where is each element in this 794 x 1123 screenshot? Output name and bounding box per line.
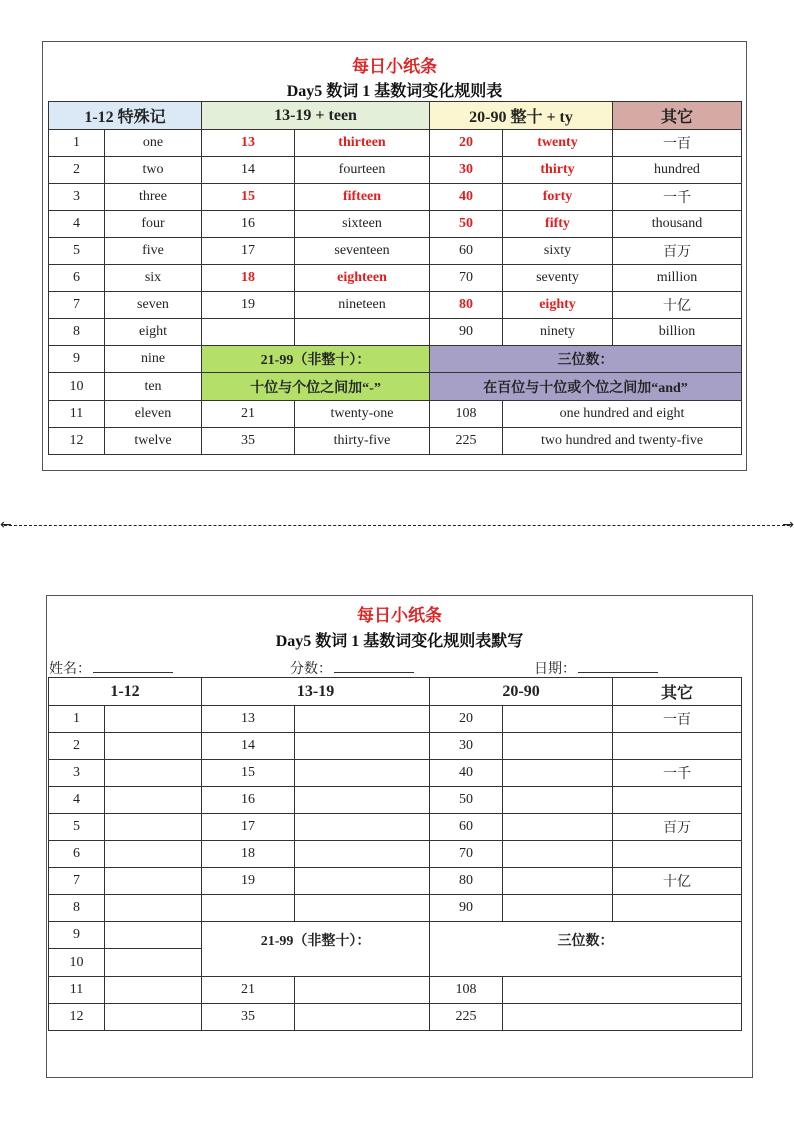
rule-three-digit-title: 三位数： <box>430 346 742 373</box>
table-row <box>49 706 742 733</box>
table-cell-num: 35 <box>202 428 295 455</box>
answer-cell[interactable] <box>105 977 202 1004</box>
table-cell-other <box>613 787 742 814</box>
table-cell-other: million <box>613 265 742 292</box>
answer-cell[interactable] <box>295 706 430 733</box>
table-cell-num: 16 <box>202 211 295 238</box>
table-cell-num: 35 <box>202 1004 295 1031</box>
name-blank[interactable] <box>93 660 173 673</box>
date-blank[interactable] <box>578 660 658 673</box>
answer-cell[interactable] <box>105 922 202 949</box>
table-row <box>49 733 742 760</box>
sheet-title-red: 每日小纸条 <box>352 57 437 76</box>
header-20-90: 20-90 <box>430 678 613 706</box>
table-cell-word: thirty-five <box>295 428 430 455</box>
answer-cell[interactable] <box>295 977 430 1004</box>
answer-cell[interactable] <box>295 841 430 868</box>
table-cell-num: 50 <box>430 787 503 814</box>
table-cell-num: 11 <box>49 401 105 428</box>
answer-cell[interactable] <box>295 868 430 895</box>
table-cell-other <box>613 841 742 868</box>
table-cell-num: 21 <box>202 401 295 428</box>
table-cell-num: 2 <box>49 733 105 760</box>
table-cell-num: 10 <box>49 949 105 977</box>
table-row <box>49 238 742 265</box>
table-cell-num: 12 <box>49 1004 105 1031</box>
table-cell-num: 40 <box>430 760 503 787</box>
cut-line <box>4 525 790 526</box>
table-cell-num: 30 <box>430 157 503 184</box>
table-cell-num: 40 <box>430 184 503 211</box>
dictation-sheet <box>46 595 753 1078</box>
table-cell-num: 10 <box>49 373 105 401</box>
table-cell-num: 80 <box>430 868 503 895</box>
rule-21-99-title: 21-99（非整十）： <box>202 346 430 373</box>
dictation-table-body <box>49 706 742 922</box>
table-cell-num: 17 <box>202 814 295 841</box>
table-cell-other: 百万 <box>613 238 742 265</box>
header-other: 其它 <box>613 102 742 130</box>
table-cell-num: 1 <box>49 706 105 733</box>
answer-cell[interactable] <box>105 787 202 814</box>
table-row <box>49 265 742 292</box>
table-cell-word: four <box>105 211 202 238</box>
rule-three-digit-text: 在百位与十位或个位之间加“and” <box>430 373 742 401</box>
table-cell-word: nineteen <box>295 292 430 319</box>
table-cell-word: thirty <box>503 157 613 184</box>
answer-cell[interactable] <box>295 895 430 922</box>
table-cell-num: 15 <box>202 760 295 787</box>
rules-sheet <box>42 41 747 471</box>
sheet-title-red: 每日小纸条 <box>357 606 442 625</box>
answer-cell[interactable] <box>503 733 613 760</box>
table-cell-num: 3 <box>49 760 105 787</box>
table-cell-other: 一千 <box>613 184 742 211</box>
date-label: 日期： <box>534 662 576 677</box>
table-cell-word: ten <box>105 373 202 401</box>
table-cell-word: seventeen <box>295 238 430 265</box>
table-cell-num <box>202 319 295 346</box>
table-row <box>49 868 742 895</box>
table-cell-num: 11 <box>49 977 105 1004</box>
table-cell-num: 13 <box>202 706 295 733</box>
table-cell-num: 2 <box>49 157 105 184</box>
table-cell-other: billion <box>613 319 742 346</box>
table-cell-word: twenty-one <box>295 401 430 428</box>
table-cell-word: two <box>105 157 202 184</box>
table-cell-num: 8 <box>49 319 105 346</box>
table-row <box>49 319 742 346</box>
table-cell-word: fourteen <box>295 157 430 184</box>
table-cell-num: 14 <box>202 157 295 184</box>
table-cell-word: fifty <box>503 211 613 238</box>
sheet-title: Day5 数词 1 基数词变化规则表默写 <box>275 633 524 650</box>
table-cell-num: 90 <box>430 319 503 346</box>
header-1-12: 1-12 <box>49 678 202 706</box>
table-cell-word: eight <box>105 319 202 346</box>
table-row <box>49 292 742 319</box>
table-cell-word: twelve <box>105 428 202 455</box>
table-cell-num: 14 <box>202 733 295 760</box>
table-cell-word: eighteen <box>295 265 430 292</box>
left-arrow-icon: ← <box>0 517 12 533</box>
table-cell-word: eighty <box>503 292 613 319</box>
table-cell-word: seven <box>105 292 202 319</box>
table-cell-num: 20 <box>430 130 503 157</box>
table-cell-num: 12 <box>49 428 105 455</box>
answer-cell[interactable] <box>503 787 613 814</box>
table-cell-num: 13 <box>202 130 295 157</box>
table-cell-other: 百万 <box>613 814 742 841</box>
answer-cell[interactable] <box>105 706 202 733</box>
answer-cell[interactable] <box>503 895 613 922</box>
table-cell-other: 一百 <box>613 130 742 157</box>
table-cell-num: 1 <box>49 130 105 157</box>
rule-three-digit-title: 三位数： <box>430 922 742 977</box>
table-row <box>49 130 742 157</box>
table-cell-num: 225 <box>430 1004 503 1031</box>
answer-cell[interactable] <box>105 760 202 787</box>
table-row <box>49 211 742 238</box>
header-13-19: 13-19 <box>202 678 430 706</box>
answer-cell[interactable] <box>295 1004 430 1031</box>
table-cell-num: 5 <box>49 814 105 841</box>
table-cell-word: sixty <box>503 238 613 265</box>
table-cell-num: 17 <box>202 238 295 265</box>
table-row <box>49 184 742 211</box>
answer-cell[interactable] <box>295 814 430 841</box>
table-row <box>49 787 742 814</box>
table-cell-num: 3 <box>49 184 105 211</box>
table-cell-num: 15 <box>202 184 295 211</box>
table-cell-num: 108 <box>430 401 503 428</box>
table-cell-word: twenty <box>503 130 613 157</box>
table-cell-num: 70 <box>430 841 503 868</box>
table-cell-num: 6 <box>49 265 105 292</box>
table-cell-num: 9 <box>49 922 105 949</box>
table-cell-other: hundred <box>613 157 742 184</box>
score-label: 分数： <box>290 662 332 677</box>
table-cell-num: 19 <box>202 292 295 319</box>
table-row <box>49 760 742 787</box>
table-cell-num <box>202 895 295 922</box>
table-cell-num: 50 <box>430 211 503 238</box>
answer-cell[interactable] <box>503 814 613 841</box>
sheet-title: Day5 数词 1 基数词变化规则表 <box>286 83 503 100</box>
right-arrow-icon: → <box>782 517 794 533</box>
table-cell-num: 30 <box>430 733 503 760</box>
answer-cell[interactable] <box>105 949 202 977</box>
table-cell-num: 5 <box>49 238 105 265</box>
table-cell-word: two hundred and twenty-five <box>503 428 742 455</box>
score-blank[interactable] <box>334 660 414 673</box>
answer-cell[interactable] <box>503 760 613 787</box>
table-cell-word: one hundred and eight <box>503 401 742 428</box>
name-field[interactable] <box>49 658 173 678</box>
rule-21-99-text: 十位与个位之间加“-” <box>202 373 430 401</box>
table-cell-other <box>613 733 742 760</box>
table-cell-word: fifteen <box>295 184 430 211</box>
table-cell-other: 一百 <box>613 706 742 733</box>
table-cell-num: 19 <box>202 868 295 895</box>
date-field[interactable] <box>534 658 658 678</box>
table-cell-num: 4 <box>49 211 105 238</box>
table-cell-word: five <box>105 238 202 265</box>
rules-table-body <box>49 130 742 346</box>
answer-cell[interactable] <box>503 1004 742 1031</box>
table-cell-word: one <box>105 130 202 157</box>
answer-cell[interactable] <box>503 977 742 1004</box>
header-1-12: 1-12 特殊记 <box>49 102 202 130</box>
table-cell-other: thousand <box>613 211 742 238</box>
header-other: 其它 <box>613 678 742 706</box>
table-cell-word: eleven <box>105 401 202 428</box>
table-cell-num: 90 <box>430 895 503 922</box>
table-cell-num: 18 <box>202 841 295 868</box>
table-cell-other: 一千 <box>613 760 742 787</box>
table-cell-num: 6 <box>49 841 105 868</box>
header-13-19: 13-19 + teen <box>202 102 430 130</box>
rule-21-99-title: 21-99（非整十）： <box>202 922 430 977</box>
table-cell-num: 9 <box>49 346 105 373</box>
table-cell-word: three <box>105 184 202 211</box>
rules-table <box>48 101 742 455</box>
table-cell-num: 16 <box>202 787 295 814</box>
table-cell-num: 4 <box>49 787 105 814</box>
table-cell-other: 十亿 <box>613 868 742 895</box>
table-row <box>49 841 742 868</box>
table-cell-word: thirteen <box>295 130 430 157</box>
answer-cell[interactable] <box>105 895 202 922</box>
table-cell-word: forty <box>503 184 613 211</box>
header-20-90: 20-90 整十 + ty <box>430 102 613 130</box>
table-cell-num: 80 <box>430 292 503 319</box>
table-cell-word: ninety <box>503 319 613 346</box>
table-cell-num: 8 <box>49 895 105 922</box>
table-row <box>49 157 742 184</box>
table-cell-num: 21 <box>202 977 295 1004</box>
answer-cell[interactable] <box>105 814 202 841</box>
table-cell-word: six <box>105 265 202 292</box>
table-cell-word: nine <box>105 346 202 373</box>
table-row <box>49 895 742 922</box>
answer-cell[interactable] <box>105 841 202 868</box>
table-cell-num: 7 <box>49 868 105 895</box>
answer-cell[interactable] <box>503 706 613 733</box>
table-cell-other: 十亿 <box>613 292 742 319</box>
answer-cell[interactable] <box>105 1004 202 1031</box>
answer-cell[interactable] <box>295 787 430 814</box>
table-cell-num: 18 <box>202 265 295 292</box>
table-cell-num: 60 <box>430 814 503 841</box>
name-label: 姓名： <box>49 662 91 677</box>
score-field[interactable] <box>290 658 414 678</box>
answer-cell[interactable] <box>105 868 202 895</box>
table-cell-num: 108 <box>430 977 503 1004</box>
answer-cell[interactable] <box>295 760 430 787</box>
answer-cell[interactable] <box>503 868 613 895</box>
table-cell-num: 70 <box>430 265 503 292</box>
table-cell-num: 225 <box>430 428 503 455</box>
table-cell-word: sixteen <box>295 211 430 238</box>
answer-cell[interactable] <box>295 733 430 760</box>
table-cell-num: 60 <box>430 238 503 265</box>
table-row <box>49 814 742 841</box>
table-cell-word: seventy <box>503 265 613 292</box>
table-cell-num: 7 <box>49 292 105 319</box>
table-cell-word <box>295 319 430 346</box>
table-cell-num: 20 <box>430 706 503 733</box>
dictation-table <box>48 677 742 1031</box>
answer-cell[interactable] <box>105 733 202 760</box>
table-cell-other <box>613 895 742 922</box>
answer-cell[interactable] <box>503 841 613 868</box>
